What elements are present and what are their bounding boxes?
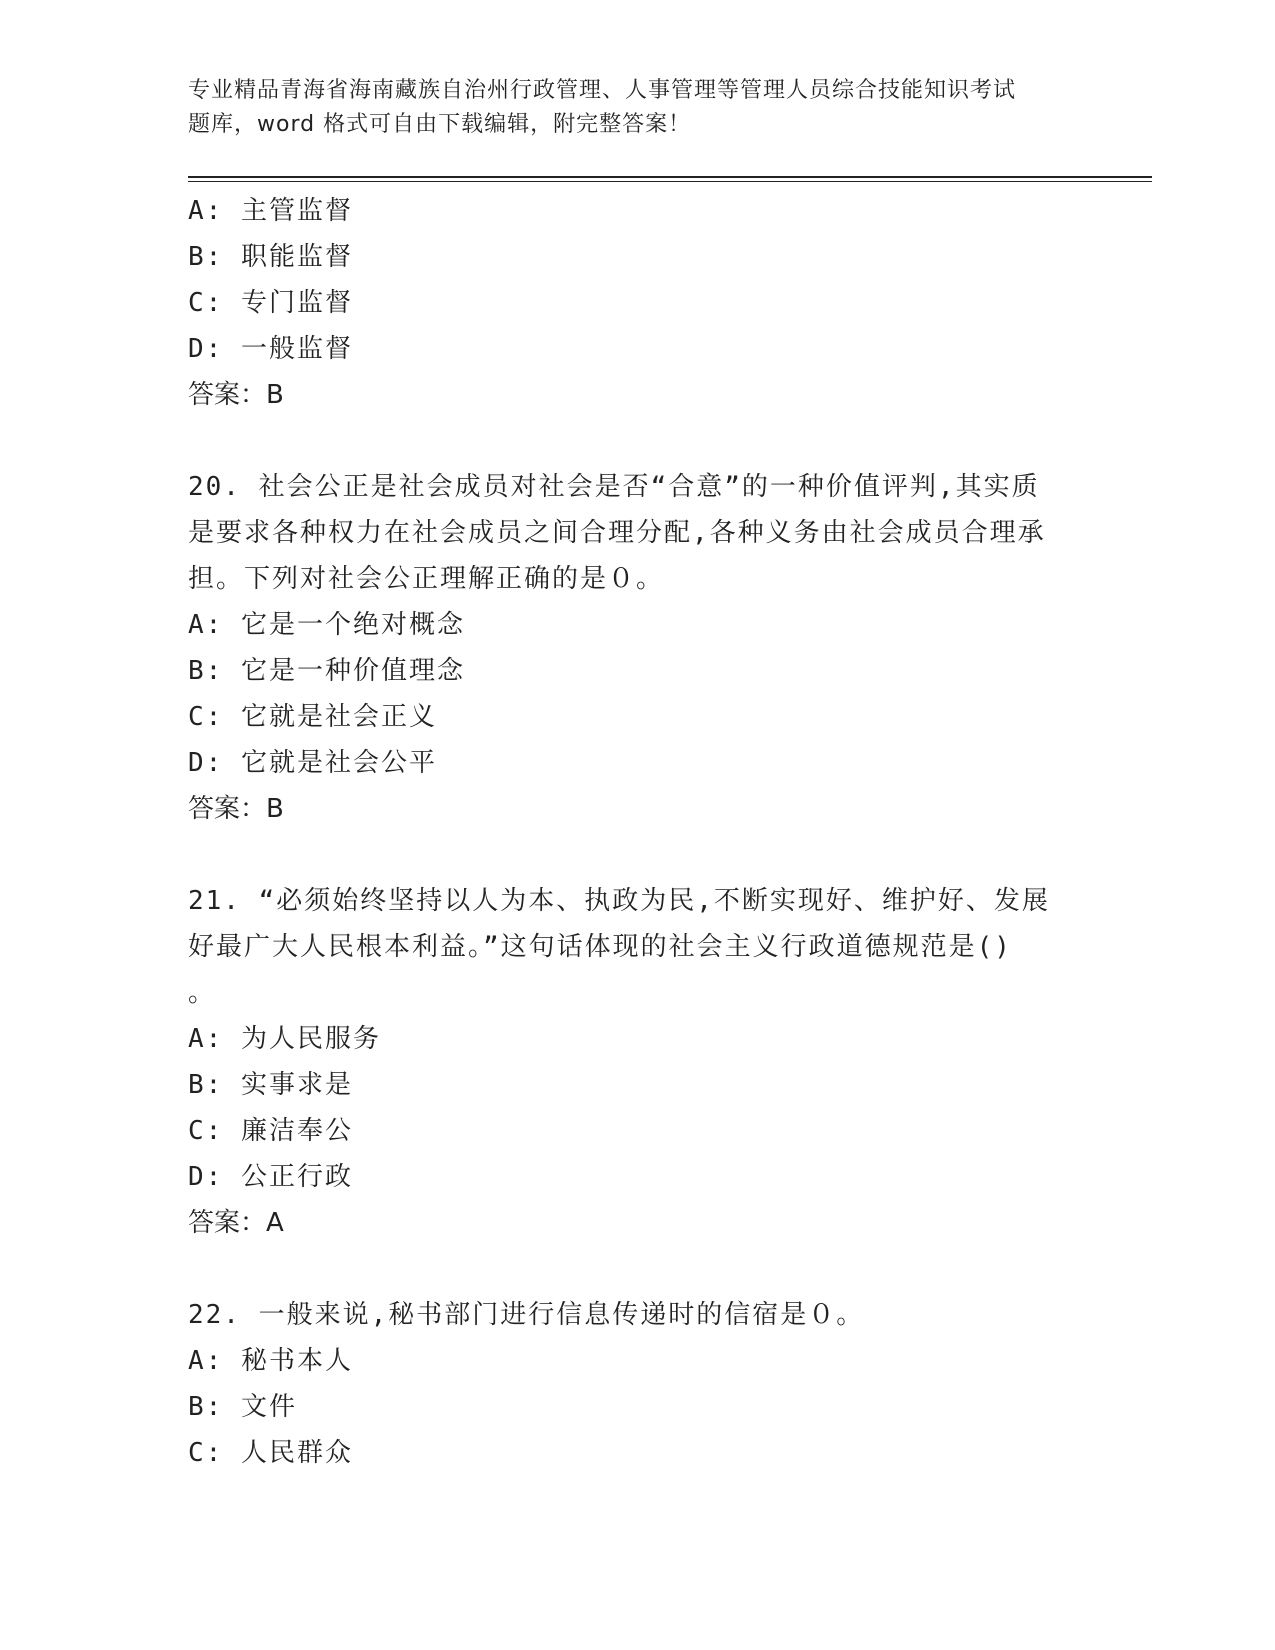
document-header [188,74,1088,142]
option-a: A: 为人民服务 [188,1024,381,1054]
question-stem-line: 好最广大人民根本利益。”这句话体现的社会主义行政道德规范是() [188,932,1012,962]
answer: 答案：A [188,1208,284,1238]
question-22 [188,1292,1088,1476]
question-stem-line: 是要求各种权力在社会成员之间合理分配,各种义务由社会成员合理承 [188,518,1046,548]
option-a: A: 秘书本人 [188,1346,353,1376]
header-line-1: 专业精品青海省海南藏族自治州行政管理、人事管理等管理人员综合技能知识考试 [188,78,1017,103]
question-stem-line: 21. “必须始终坚持以人为本、执政为民,不断实现好、维护好、发展 [188,886,1050,916]
question-21 [188,878,1088,1246]
question-stem-line: 22. 一般来说,秘书部门进行信息传递时的信宿是０。 [188,1300,865,1330]
option-c: C: 廉洁奉公 [188,1116,353,1146]
option-b: B: 文件 [188,1392,297,1422]
answer: 答案：B [188,380,284,410]
option-b: B: 职能监督 [188,242,353,272]
spacer [188,1246,1088,1292]
header-line-2: 题库，word 格式可自由下载编辑，附完整答案！ [188,112,692,137]
question-stem-line: 担。下列对社会公正理解正确的是０。 [188,564,665,594]
header-divider-thick [188,176,1152,178]
option-b: B: 实事求是 [188,1070,353,1100]
question-stem-line: 。 [188,978,217,1008]
header-divider-thin [188,181,1152,182]
option-d: D: 它就是社会公平 [188,748,437,778]
option-b: B: 它是一种价值理念 [188,656,465,686]
option-c: C: 人民群众 [188,1438,353,1468]
question-20 [188,464,1088,832]
question-list [188,188,1088,1476]
spacer [188,832,1088,878]
option-c: C: 专门监督 [188,288,353,318]
option-a: A: 主管监督 [188,196,353,226]
spacer [188,418,1088,464]
option-d: D: 一般监督 [188,334,353,364]
answer: 答案：B [188,794,284,824]
option-d: D: 公正行政 [188,1162,353,1192]
question-19 [188,188,1088,418]
option-c: C: 它就是社会正义 [188,702,437,732]
question-stem-line: 20. 社会公正是社会成员对社会是否“合意”的一种价值评判,其实质 [188,472,1040,502]
option-a: A: 它是一个绝对概念 [188,610,465,640]
